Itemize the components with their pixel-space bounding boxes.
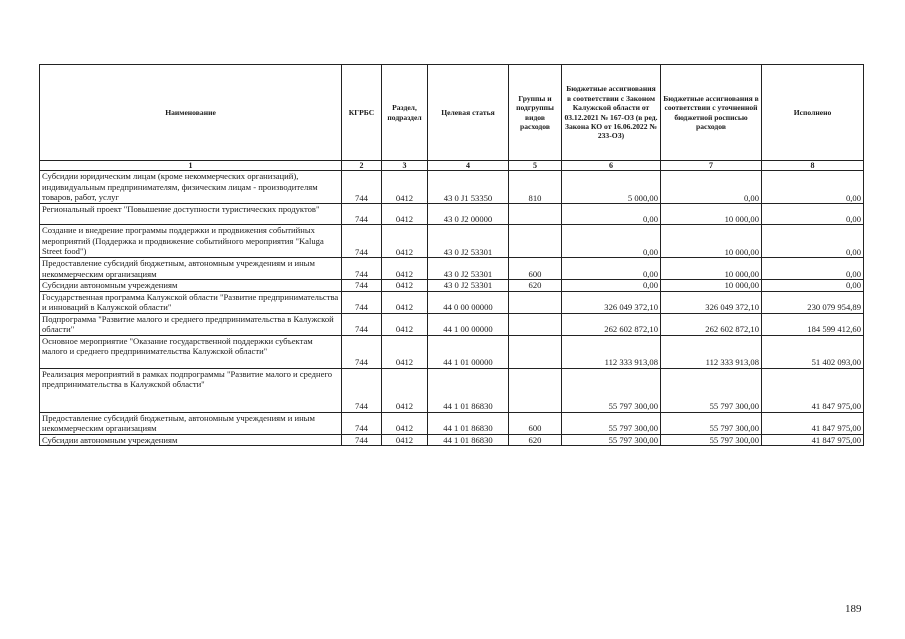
table-row: [40, 258, 864, 280]
table-body: [40, 171, 864, 446]
row-group: [509, 225, 562, 258]
row-budget-refined: 10 000,00: [661, 204, 762, 225]
column-number: 4: [428, 161, 509, 171]
header-target: Целевая статья: [428, 65, 509, 161]
row-group: [509, 313, 562, 335]
row-executed: 0,00: [762, 225, 864, 258]
row-section: 0412: [382, 258, 428, 280]
row-budget-refined: 55 797 300,00: [661, 368, 762, 412]
row-budget-law: 0,00: [562, 225, 661, 258]
row-target: 43 0 J2 53301: [428, 225, 509, 258]
table-row: [40, 412, 864, 434]
row-name: Государственная программа Калужской области "Развитие предпринимательства и инноваций в Калужской области": [40, 291, 342, 313]
table-row: [40, 171, 864, 204]
row-budget-law: 55 797 300,00: [562, 368, 661, 412]
row-section: 0412: [382, 434, 428, 446]
row-executed: 41 847 975,00: [762, 368, 864, 412]
row-kgrbs: 744: [342, 434, 382, 446]
table-row: [40, 225, 864, 258]
row-kgrbs: 744: [342, 335, 382, 368]
row-target: 44 1 01 86830: [428, 412, 509, 434]
row-executed: 230 079 954,89: [762, 291, 864, 313]
header-executed: Исполнено: [762, 65, 864, 161]
row-budget-law: 262 602 872,10: [562, 313, 661, 335]
row-group: [509, 291, 562, 313]
table-row: [40, 335, 864, 368]
row-budget-refined: 10 000,00: [661, 225, 762, 258]
row-executed: 184 599 412,60: [762, 313, 864, 335]
row-group: [509, 335, 562, 368]
row-name: Основное мероприятие "Оказание государственной поддержки субъектам малого и среднего предпринимательства Калужской области": [40, 335, 342, 368]
row-target: 44 1 01 86830: [428, 434, 509, 446]
row-executed: 0,00: [762, 280, 864, 292]
row-executed: 41 847 975,00: [762, 434, 864, 446]
row-kgrbs: 744: [342, 368, 382, 412]
row-budget-law: 0,00: [562, 204, 661, 225]
row-kgrbs: 744: [342, 225, 382, 258]
row-executed: 41 847 975,00: [762, 412, 864, 434]
row-budget-law: 0,00: [562, 258, 661, 280]
row-target: 44 1 00 00000: [428, 313, 509, 335]
header-groups: Группы и подгруппы видов расходов: [509, 65, 562, 161]
row-executed: 0,00: [762, 171, 864, 204]
column-number: 2: [342, 161, 382, 171]
row-target: 44 1 01 00000: [428, 335, 509, 368]
page-number: 189: [845, 603, 862, 615]
row-group: [509, 368, 562, 412]
row-budget-refined: 0,00: [661, 171, 762, 204]
table-row: [40, 204, 864, 225]
row-budget-law: 5 000,00: [562, 171, 661, 204]
row-budget-refined: 55 797 300,00: [661, 434, 762, 446]
row-section: 0412: [382, 412, 428, 434]
row-budget-law: 326 049 372,10: [562, 291, 661, 313]
column-number: 3: [382, 161, 428, 171]
row-name: Предоставление субсидий бюджетным, автономным учреждениям и иным некоммерческим организациям: [40, 412, 342, 434]
row-section: 0412: [382, 291, 428, 313]
row-kgrbs: 744: [342, 258, 382, 280]
table-row: [40, 280, 864, 292]
row-target: 43 0 J2 00000: [428, 204, 509, 225]
row-kgrbs: 744: [342, 280, 382, 292]
column-number: 7: [661, 161, 762, 171]
row-name: Создание и внедрение программы поддержки и продвижения событийных мероприятий (Поддержка и продвижение событийного мероприятия "Kaluga Street food"): [40, 225, 342, 258]
row-section: 0412: [382, 204, 428, 225]
row-section: 0412: [382, 280, 428, 292]
row-kgrbs: 744: [342, 313, 382, 335]
table-row: [40, 368, 864, 412]
header-row: [40, 65, 864, 161]
row-budget-refined: 10 000,00: [661, 258, 762, 280]
row-group: 810: [509, 171, 562, 204]
row-name: Субсидии юридическим лицам (кроме некоммерческих организаций), индивидуальным предпринимателям, физическим лицам - производителям товаров, работ, услуг: [40, 171, 342, 204]
budget-table: [39, 64, 864, 446]
row-group: [509, 204, 562, 225]
row-executed: 0,00: [762, 258, 864, 280]
row-section: 0412: [382, 335, 428, 368]
row-executed: 51 402 093,00: [762, 335, 864, 368]
column-number: 8: [762, 161, 864, 171]
row-budget-refined: 112 333 913,08: [661, 335, 762, 368]
header-budget-law: Бюджетные ассигнования в соответствии с Законом Калужской области от 03.12.2021 № 167-ОЗ (в ред. Закона КО от 16.06.2022 № 233-ОЗ): [562, 65, 661, 161]
row-kgrbs: 744: [342, 171, 382, 204]
header-section: Раздел, подраздел: [382, 65, 428, 161]
row-target: 44 0 00 00000: [428, 291, 509, 313]
row-group: 620: [509, 280, 562, 292]
header-name: Наименование: [40, 65, 342, 161]
row-executed: 0,00: [762, 204, 864, 225]
column-number: 6: [562, 161, 661, 171]
row-name: Предоставление субсидий бюджетным, автономным учреждениям и иным некоммерческим организациям: [40, 258, 342, 280]
column-number: 1: [40, 161, 342, 171]
row-name: Региональный проект "Повышение доступности туристических продуктов": [40, 204, 342, 225]
row-group: 600: [509, 258, 562, 280]
row-section: 0412: [382, 368, 428, 412]
row-name: Субсидии автономным учреждениям: [40, 434, 342, 446]
row-kgrbs: 744: [342, 204, 382, 225]
table-row: [40, 313, 864, 335]
row-budget-law: 55 797 300,00: [562, 412, 661, 434]
column-number: 5: [509, 161, 562, 171]
row-name: Подпрограмма "Развитие малого и среднего предпринимательства в Калужской области": [40, 313, 342, 335]
row-section: 0412: [382, 313, 428, 335]
column-number-row: [40, 161, 864, 171]
header-budget-refined: Бюджетные ассигнования в соответствии с уточненной бюджетной росписью расходов: [661, 65, 762, 161]
row-target: 43 0 J1 53350: [428, 171, 509, 204]
row-group: 600: [509, 412, 562, 434]
row-budget-law: 112 333 913,08: [562, 335, 661, 368]
row-target: 43 0 J2 53301: [428, 280, 509, 292]
row-budget-refined: 262 602 872,10: [661, 313, 762, 335]
row-kgrbs: 744: [342, 412, 382, 434]
row-name: Субсидии автономным учреждениям: [40, 280, 342, 292]
row-section: 0412: [382, 171, 428, 204]
row-budget-law: 55 797 300,00: [562, 434, 661, 446]
table-row: [40, 434, 864, 446]
row-budget-refined: 326 049 372,10: [661, 291, 762, 313]
row-section: 0412: [382, 225, 428, 258]
row-kgrbs: 744: [342, 291, 382, 313]
row-target: 44 1 01 86830: [428, 368, 509, 412]
row-name: Реализация мероприятий в рамках подпрограммы "Развитие малого и среднего предпринимательства в Калужской области": [40, 368, 342, 412]
row-budget-refined: 10 000,00: [661, 280, 762, 292]
row-budget-law: 0,00: [562, 280, 661, 292]
row-group: 620: [509, 434, 562, 446]
row-target: 43 0 J2 53301: [428, 258, 509, 280]
header-kgrbs: КГРБС: [342, 65, 382, 161]
row-budget-refined: 55 797 300,00: [661, 412, 762, 434]
table-row: [40, 291, 864, 313]
